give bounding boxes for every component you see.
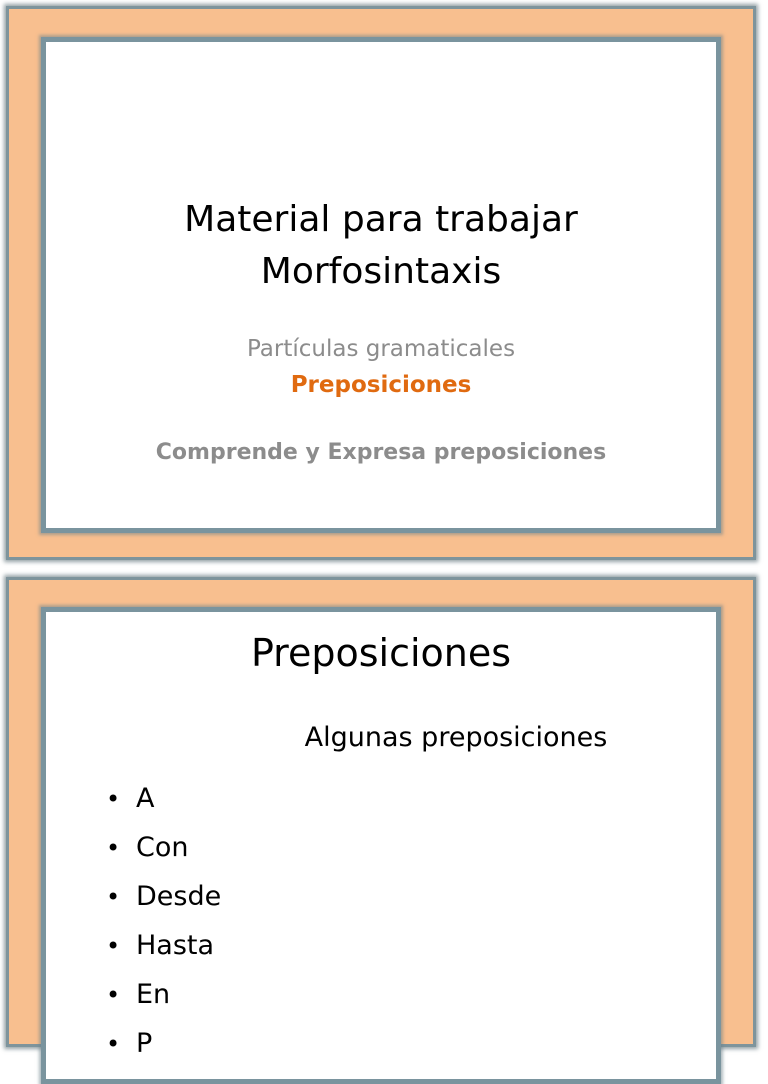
list-item [106,970,221,1019]
slide-prepositions [6,577,756,1059]
slide-title [6,6,756,560]
preposition-text: Hasta [136,930,215,961]
preposition-text: En [136,979,171,1010]
preposition-text: A [136,783,155,814]
list-heading: Algunas preposiciones [304,722,608,753]
preposition-text: Desde [136,881,222,912]
bullet-icon: • [106,932,121,960]
bullet-icon: • [106,1030,121,1058]
list-item [106,1019,221,1068]
list-item [106,823,221,872]
preposition-text: P [136,1028,153,1059]
slide-heading: Preposiciones [250,631,512,675]
list-item [106,921,221,970]
subtitle-note: Comprende y Expresa preposiciones [155,440,607,465]
slide-content [41,37,721,533]
subtitle-prepositions: Preposiciones [290,372,472,398]
list-item [106,872,221,921]
bullet-icon: • [106,834,121,862]
list-item [106,774,221,823]
subtitle-particles: Partículas gramaticales [246,336,516,362]
bullet-icon: • [106,883,121,911]
bullet-icon: • [106,981,121,1009]
slide-content [41,607,721,1084]
bullet-icon: • [106,785,121,813]
slide-title-heading [46,194,716,298]
preposition-text: Con [136,832,189,863]
preposition-list [106,774,221,1068]
title-line-1: Material para trabajar [184,199,578,240]
title-line-2: Morfosintaxis [260,251,502,292]
